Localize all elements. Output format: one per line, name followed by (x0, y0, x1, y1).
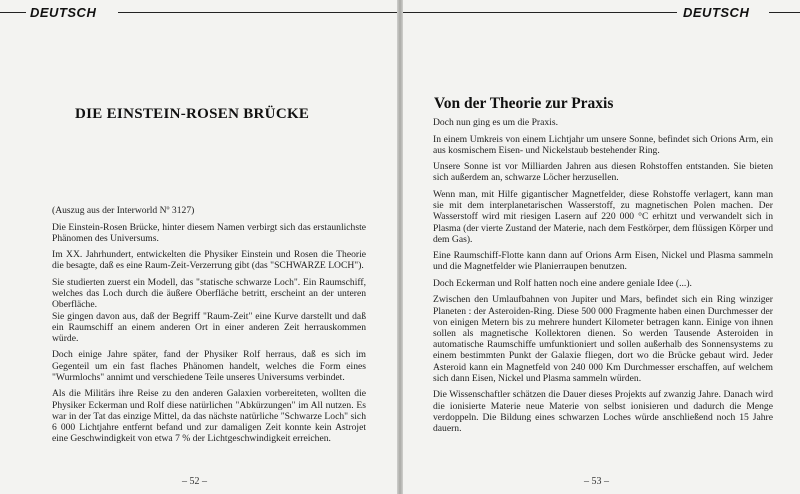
header-rule (0, 12, 26, 13)
right-page (401, 0, 800, 494)
header-rule (769, 12, 800, 13)
paragraph: Wenn man, mit Hilfe gigantischer Magnetfelder, diese Rohstoffe verlagert, kann man sie mit dem interplanetarischen Wasserstoff, zu magnetischen Polen machen. Der Wasserstoff wird mit riesigen Lasern auf 220 000 °C erhitzt und verwandelt sich in Plasma (der vierte Zustand der Materie, nach dem Festkörper, dem flüssigen Körper und dem Gas). (433, 188, 773, 245)
left-page (0, 0, 399, 494)
paragraph: In einem Umkreis von einem Lichtjahr um unsere Sonne, befindet sich Orions Arm, ein aus kosmischem Eisen- und Nickelstaub bestehender Ring. (433, 133, 773, 156)
section-title: Von der Theorie zur Praxis (434, 95, 614, 112)
paragraph: Im XX. Jahrhundert, entwickelten die Physiker Einstein und Rosen die Theorie die besagte, daß es eine Raum-Zeit-Verzerrung gibt (das "SCHWARZE LOCH"). (52, 249, 366, 272)
header-rule (401, 12, 677, 13)
book-gutter (397, 0, 403, 494)
paragraph: Als die Militärs ihre Reise zu den anderen Galaxien vorbereiteten, wollten die Physiker Eckerman und Rolf diese natürlichen "Abkürzungen" im All nutzen. Es war in der Tat das einzige Mittel, da das nächste natürliche "Schwarze Loch" sich 6 000 Lichtjahre entfernt befand und zur damaligen Zeit konnte kein Astrojet eine Geschwindigkeit von etwa 7 % der Lichtgeschwindigkeit erreichen. (52, 388, 366, 445)
article-body (433, 117, 773, 439)
page-number: – 52 – (182, 476, 207, 487)
header-label: DEUTSCH (30, 5, 97, 20)
paragraph: Zwischen den Umlaufbahnen von Jupiter und Mars, befindet sich ein Ring winziger Planeten : der Asteroiden-Ring. Diese 500 000 Fragmente haben einen Durchmesser der von einigen Metern bis zu mehrere hundert Kilometer betragen kann. Einige von ihnen sollen als magnetische Kollektoren dienen. So werden Tausende Asteroiden in automatische Raumschiffe umfunktioniert und sollen außerhalb des Sonnensystems zu einem bestimmten Punkt der Galaxie fliegen, dort wo die Brücke gebaut wird. Jeder Asteroid kann ein Magnetfeld von 240 000 Km Durchmesser erschaffen, auf welchem sich dann Eisen, Nickel und Plasma sammeln würden. (433, 294, 773, 384)
article-body (52, 205, 366, 450)
paragraph: Die Wissenschaftler schätzen die Dauer dieses Projekts auf zwanzig Jahre. Danach wird die ionisierte Materie neue Materie von selbst ionisieren und dadurch die Menge verdoppeln. Die Bildung eines schwarzen Loches würde anschließend noch 15 Jahre dauern. (433, 389, 773, 434)
paragraph: (Auszug aus der Interworld Nº 3127) (52, 205, 195, 216)
page-title: DIE EINSTEIN-ROSEN BRÜCKE (75, 106, 310, 122)
page-number: – 53 – (584, 476, 609, 487)
paragraph: Doch nun ging es um die Praxis. (433, 117, 558, 128)
header-label: DEUTSCH (683, 5, 750, 20)
paragraph: Doch Eckerman und Rolf hatten noch eine andere geniale Idee (...). (433, 277, 692, 289)
paragraph: Die Einstein-Rosen Brücke, hinter diesem Namen verbirgt sich das erstaunlichste Phänomen des Universums. (52, 221, 366, 244)
paragraph: Sie studierten zuerst ein Modell, das "statische schwarze Loch". Ein Raumschiff, welches das Loch durch die äußere Oberfläche betritt, erscheint an der unteren Oberfläche. Sie gingen davon aus, daß der Begriff "Raum-Zeit" eine Kurve darstellt und daß ein Raumschiff an einem anderen Ort in einer anderen Zeit herrauskommen würde. (52, 276, 366, 344)
header-rule (118, 12, 399, 13)
paragraph: Unsere Sonne ist vor Milliarden Jahren aus diesen Rohstoffen entstanden. Sie bieten sich außerdem an, schwarze Löcher herzusellen. (433, 161, 773, 184)
paragraph: Eine Raumschiff-Flotte kann dann auf Orions Arm Eisen, Nickel und Plasma sammeln und die Magnetfelder wie Planierraupen benutzen. (433, 250, 773, 273)
paragraph: Doch einige Jahre später, fand der Physiker Rolf herraus, daß es sich im Gegenteil um ein fast flaches Phänomen handelt, welches die Form eines "Wurmlochs" annimt und verschiedene Teile unseres Universums verbindet. (52, 349, 366, 383)
